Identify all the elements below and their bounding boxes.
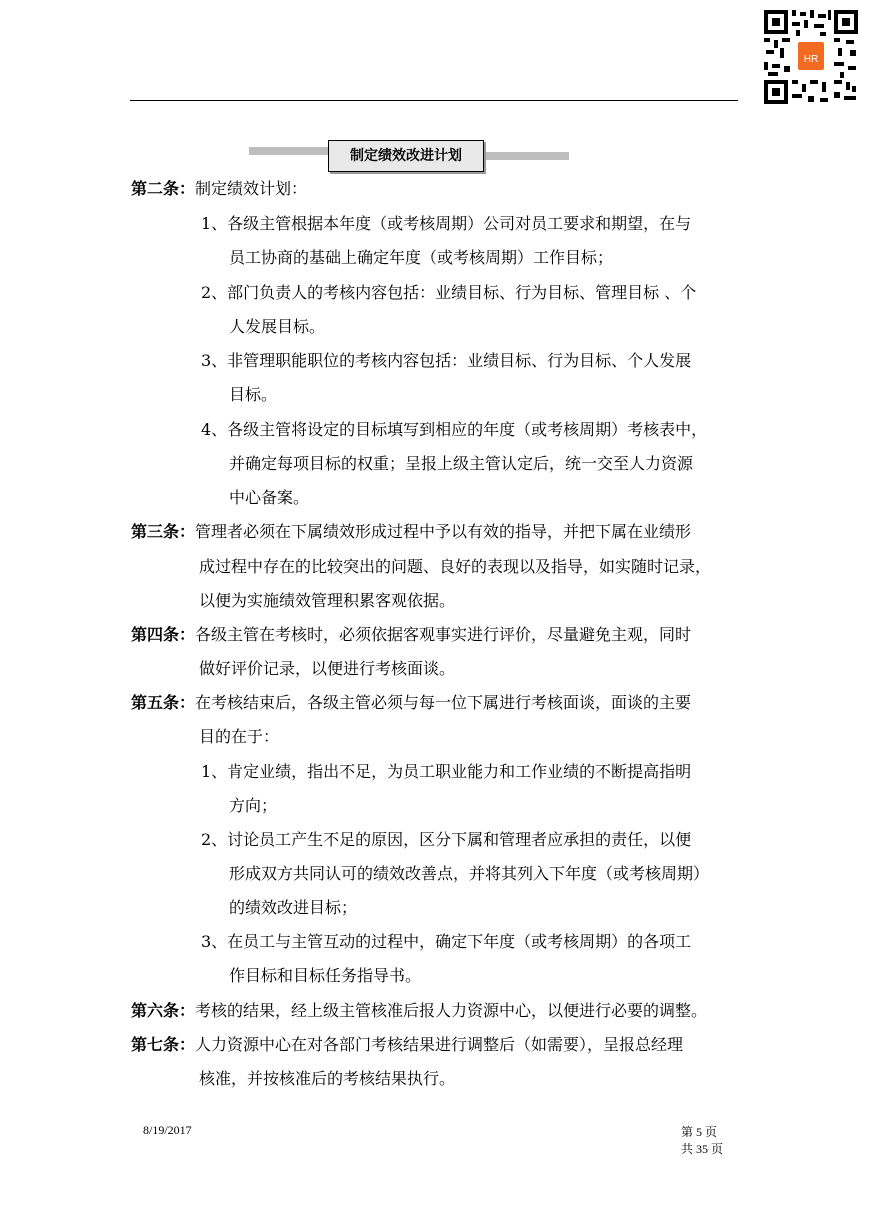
list-item-cont: 员工协商的基础上确定年度（或考核周期）工作目标； xyxy=(229,248,614,267)
section-title: 制定绩效改进计划 xyxy=(328,140,484,172)
section-banner xyxy=(249,140,569,174)
banner-bar-right xyxy=(486,152,569,160)
footer-page-number: 第 5 页 xyxy=(681,1125,718,1139)
article-text: 考核的结果，经上级主管核准后报人力资源中心，以便进行必要的调整。 xyxy=(195,1001,708,1020)
article-text: 管理者必须在下属绩效形成过程中予以有效的指导，并把下属在业绩形 xyxy=(195,522,692,541)
article-3 xyxy=(131,521,691,543)
article-label: 第三条： xyxy=(131,522,196,541)
list-item: 1、各级主管根据本年度（或考核周期）公司对员工要求和期望，在与 xyxy=(201,214,692,233)
list-item: 1、肯定业绩，指出不足，为员工职业能力和工作业绩的不断提高指明 xyxy=(201,762,692,781)
article-text: 各级主管在考核时，必须依据客观事实进行评价，尽量避免主观，同时 xyxy=(195,625,692,644)
list-item: 3、非管理职能职位的考核内容包括：业绩目标、行为目标、个人发展 xyxy=(201,351,692,370)
article-text-cont: 成过程中存在的比较突出的问题、良好的表现以及指导，如实随时记录， xyxy=(199,557,712,576)
article-label: 第四条： xyxy=(131,625,196,644)
article-text-cont: 目的在于： xyxy=(199,727,280,746)
banner-bar-left xyxy=(249,147,329,155)
svg-text:HR: HR xyxy=(803,54,819,65)
list-item: 4、各级主管将设定的目标填写到相应的年度（或考核周期）考核表中， xyxy=(201,420,708,439)
list-item-cont: 目标。 xyxy=(229,385,278,404)
footer-date: 8/19/2017 xyxy=(143,1123,192,1137)
article-label: 第六条： xyxy=(131,1001,196,1020)
article-text-cont: 核准，并按核准后的考核结果执行。 xyxy=(199,1069,456,1088)
list-item: 2、部门负责人的考核内容包括：业绩目标、行为目标、管理目标 、个 xyxy=(201,283,697,302)
qr-code-icon xyxy=(762,8,860,106)
list-item: 2、讨论员工产生不足的原因，区分下属和管理者应承担的责任，以便 xyxy=(201,830,692,849)
article-text: 制定绩效计划： xyxy=(195,179,308,198)
list-item-cont: 中心备案。 xyxy=(229,488,310,507)
list-item-cont: 并确定每项目标的权重；呈报上级主管认定后，统一交至人力资源 xyxy=(229,454,694,473)
article-5 xyxy=(131,692,691,714)
article-text-cont: 以便为实施绩效管理积累客观依据。 xyxy=(199,591,456,610)
list-item-cont: 形成双方共同认可的绩效改善点，并将其列入下年度（或考核周期） xyxy=(229,864,710,883)
article-text: 在考核结束后，各级主管必须与每一位下属进行考核面谈，面谈的主要 xyxy=(195,693,692,712)
article-label: 第二条： xyxy=(131,179,196,198)
list-item-cont: 的绩效改进目标； xyxy=(229,898,358,917)
article-label: 第七条： xyxy=(131,1035,196,1054)
article-7 xyxy=(131,1034,683,1056)
list-item-cont: 人发展目标。 xyxy=(229,317,326,336)
article-label: 第五条： xyxy=(131,693,196,712)
header-rule xyxy=(130,100,738,101)
article-text: 人力资源中心在对各部门考核结果进行调整后（如需要），呈报总经理 xyxy=(195,1035,684,1054)
list-item-cont: 作目标和目标任务指导书。 xyxy=(229,966,422,985)
article-4 xyxy=(131,624,691,646)
article-2 xyxy=(131,178,307,200)
article-text-cont: 做好评价记录，以便进行考核面谈。 xyxy=(199,659,456,678)
footer-page-total: 共 35 页 xyxy=(681,1142,724,1156)
article-6 xyxy=(131,1000,707,1022)
list-item: 3、在员工与主管互动的过程中，确定下年度（或考核周期）的各项工 xyxy=(201,932,692,951)
list-item-cont: 方向； xyxy=(229,796,278,815)
